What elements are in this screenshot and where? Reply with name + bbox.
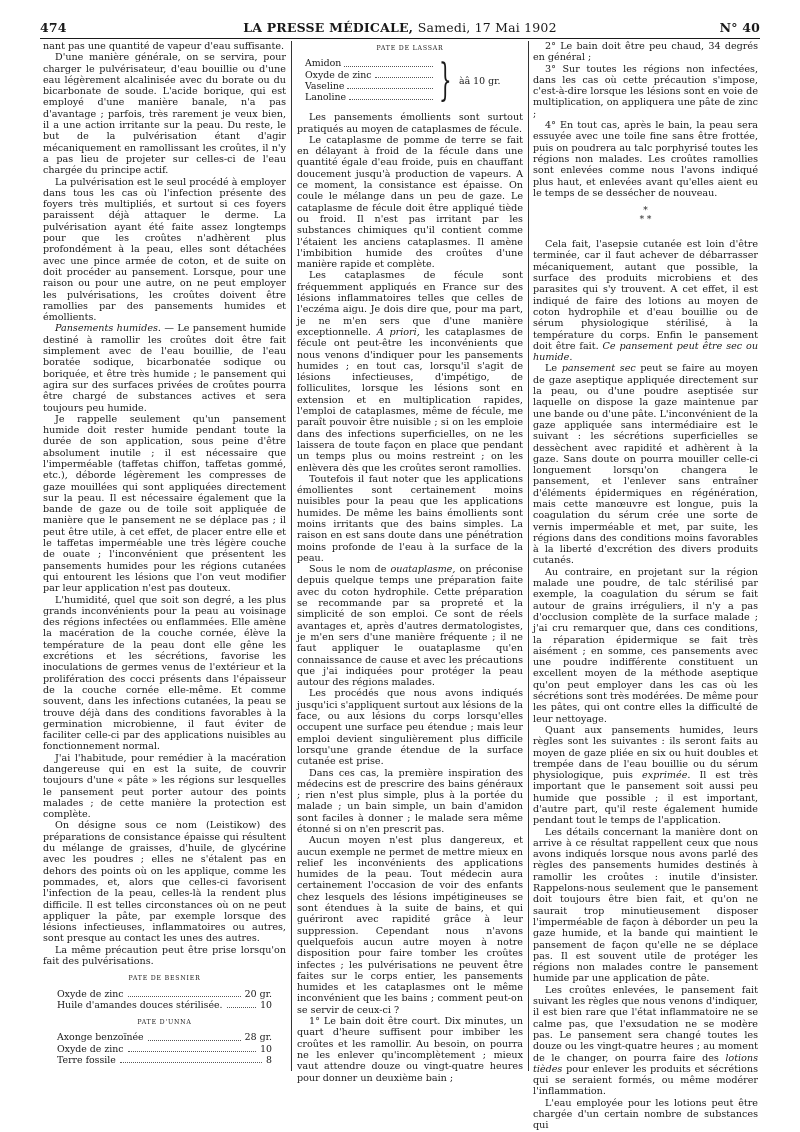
page-number: 474 <box>40 20 67 35</box>
paragraph-text: on préconise depuis quelque temps une préparation faite avec du coton hydrophile. Cette préparation se recommande par sa propreté et la simplicité de son emploi. Ce sont de réels avantages et, après d'autres dermatologistes, je m'en sers d'une manière fréquente ; il ne faut appliquer le ouataplasme qu'en connaissance de cause et avec les précautions que j'ai indiquées pour protéger la peau autour des régions malades. <box>297 564 523 689</box>
ingredient: Axonge benzoïnée <box>57 1032 144 1044</box>
recipe-title: PATE D'UNNA <box>137 1019 192 1027</box>
ingredient: Terre fossile <box>57 1054 116 1066</box>
italic-text: lotions tièdes <box>533 1052 758 1075</box>
paragraph-text: Il est très important que le pansement soit aussi peu humide que possible ; il est important, d'autre part, qu'il reste également humide pendant tout le temps de l'application. <box>533 770 758 827</box>
paragraph-text: Les croûtes enlevées, le pansement fait suivant les règles que nous venons d'indiquer, il est bien rare que l'état inflammatoire ne se calme pas, que l'exsudation ne se modère pas. Le pansement sera changé toutes les douze ou les vingt-quatre heures ; au moment de le changer, on pourra faire des <box>533 984 758 1064</box>
paragraph: Je rappelle seulement qu'un pansement humide doit rester humide pendant toute la durée de son application, sous peine d'être absolument inutile ; il est nécessaire que l'imperméable (taffetas chiffon, taffetas gommé, etc.), déborde légèrement les compresses de gaze mouillées qui sont appliquées directement sur la peau. Il est nécessaire également que la bande de gaze ou de toile soit appliquée de manière que le pansement ne se déplace pas ; il peut être utile, à cet effet, de placer entre elle et le taffetas imperméable une très légère couche de ouate ; l'inconvénient que présentent les pansements humides pour les régions cutanées qui entourent les lésions que l'on veut modifier par leur application n'est pas douteux. <box>43 413 286 595</box>
recipe-row <box>43 1000 286 1011</box>
paragraph-text: Quant aux pansements humides, leurs règles sont les suivantes : ils seront faits au moyen de gaze pliée en six ou huit doubles et trempée dans de l'eau bouillie ou du sérum physiologique, puis <box>533 724 758 782</box>
ingredient: Oxyde de zinc <box>57 1043 124 1055</box>
leader-dots <box>344 58 433 66</box>
recipe-row <box>305 70 435 81</box>
paragraph: D'une manière générale, on se servira, pour charger le pulvérisateur, d'eau bouillie ou d'une eau légèrement alcalinisée avec du borate ou du bicarbonate de soude. L'acide borique, qui est employé d'une manière banale, n'a pas d'avantage ; parfois, très rarement je veux bien, il a une action irritante sur la peau. Du reste, le but de la pulvérisation étant d'agir mécaniquement en ramollissant les croûtes, il n'y a pas lieu de projeter sur celles-ci de l'eau chargée du principe actif. <box>43 52 286 177</box>
paragraph: 2° Le bain doit être peu chaud, 34 degrés en général ; <box>533 41 758 64</box>
issue-number: N° 40 <box>719 20 760 35</box>
paragraph: 4° En tout cas, après le bain, la peau sera essuyée avec une toile fine sans être frottée, puis on poudrera au talc porphyrisé toutes les régions non malades. Les croûtes ramollies sont enlevées comme nous l'avons indiqué plus haut, et enlevées avant qu'elles aient eu le temps de se dessécher de nouveau. <box>533 120 758 199</box>
paragraph: Le cataplasme de pomme de terre se fait en délayant à froid de la fécule dans une quantité égale d'eau froide, puis en chauffant doucement jusqu'à production de vapeurs. A ce moment, la consistance est épaisse. On coule le mélange dans un peu de gaze. Le cataplasme de fécule doit être appliqué tiède ou froid. Il n'est pas irritant par les substances chimiques qu'il contient comme l'étaient les anciens cataplasmes. Il amène l'imbibition humide des croûtes d'une manière rapide et complète. <box>297 134 523 271</box>
paragraph <box>533 239 758 363</box>
paragraph: La pulvérisation est le seul procédé à employer dans tous les cas où l'infection présente des foyers très multipliés, et surtout si ces foyers paraissent déjà attaquer le derme. La pulvérisation ayant été faite assez longtemps pour que les croûtes n'adhèrent plus profondément à la peau, elles sont détachées avec une pince armée de coton, et de suite on doit procéder au pansement. Lorsque, pour une raison ou pour une autre, on ne peut employer les pulvérisations, les croûtes doivent être ramollies par des pansements humides et émollients. <box>43 176 286 324</box>
page-header <box>40 20 760 38</box>
paragraph <box>533 363 758 566</box>
paragraph: 3° Sur toutes les régions non infectées, dans les cas où cette précaution s'impose, c'est-à-dire lorsque les lésions sont en voie de multiplication, on appliquera une pâte de zinc ; <box>533 63 758 120</box>
quantity: 10 <box>260 999 272 1011</box>
ingredient: Huile d'amandes douces stérilisée. <box>57 999 223 1011</box>
paragraph-text: les cataplasmes de fécule ont peut-être les inconvénients que nous venons d'indiquer pour les pansements humides ; en tout cas, lorsqu'il s'agit de lésions infectieuses, d'impétigo, de folliculites, lorsque les lésions sont en extension et en multiplication rapides, l'emploi de cataplasmes, même de fécule, me paraît pouvoir être nuisible ; si on les emploie dans des infections superficielles, on ne les laissera de toute façon en place que pendant un temps plus ou moins restreint ; on les enlèvera dès que les croûtes seront ramollies. <box>297 326 523 474</box>
asterism-separator: * * * <box>639 206 652 226</box>
paragraph: Au contraire, en projetant sur la région malade une poudre, de talc stérilisé par exemple, la coagulation du sérum se fait autour de grains irréguliers, il n'y a pas d'occlusion complète de la surface malade ; j'ai cru remarquer que, dans ces conditions, la réparation épidermique se fait très aisément ; en somme, ces pansements avec une poudre indifférente constituent un excellent moyen de la méthode aseptique qu'on peut employer dans les cas où les sécrétions sont très modérées. De même pour les pâtes, qui ont contre elles la difficulté de leur nettoyage. <box>533 566 758 725</box>
quantity: àâ 10 gr. <box>459 76 501 88</box>
paragraph: L'humidité, quel que soit son degré, a les plus grands inconvénients pour la peau au voisinage des régions infectées ou enflammées. Elle amène la macération de la couche cornée, élève la température de la peau dont elle gêne les excrétions et les sécrétions, favorise les inoculations de germes venus de l'extérieur et la prolifération des cocci présents dans l'épaisseur de la couche cornée elle-même. Et comme souvent, dans les infections cutanées, la peau se trouve déjà dans des conditions favorables à la germination microbienne, il faut éviter de faciliter celle-ci par des applications nuisibles au fonctionnement normal. <box>43 594 286 753</box>
paragraph-text: Sous le nom de <box>309 564 391 576</box>
issue-date: Samedi, 17 Mai 1902 <box>417 20 557 35</box>
paragraph: 1° Le bain doit être court. Dix minutes, un quart d'heure suffisent pour imbiber les croûtes et les ramollir. Au besoin, on pourra ne les enlever qu'incomplètement ; mieux vaut attendre douze ou vingt-quatre heures pour donner un deuxième bain ; <box>297 1016 523 1084</box>
journal-title <box>40 20 760 35</box>
ingredient: Oxyde de zinc <box>305 69 372 81</box>
column-divider <box>528 41 529 1071</box>
paragraph <box>43 323 286 413</box>
italic-text: pansement sec <box>561 363 636 375</box>
paragraph: J'ai l'habitude, pour remédier à la macération dangereuse qui en est la suite, de couvrir toujours d'une « pâte » les régions sur lesquelles le pansement peut porter autour des points malades ; de cette manière la protection est complète. <box>43 752 286 821</box>
ingredient: Lanoline <box>305 91 347 103</box>
header-rule <box>40 38 760 39</box>
recipe-row <box>43 1055 286 1066</box>
paragraph-text: — Le pansement humide destiné à ramollir les croûtes doit être fait simplement avec de l'eau bouillie, de l'eau boratée sodique, bicarbonatée sodique ou boriquée, et être très humide ; le pansement qui agira sur des surfaces privées de croûtes pourra être chargé de substances actives et sera toujours peu humide. <box>43 323 286 414</box>
leader-dots <box>347 81 433 89</box>
paragraph <box>533 725 758 827</box>
paragraph: La même précaution peut être prise lorsqu'on fait des pulvérisations. <box>43 944 286 968</box>
paragraph: L'eau employée pour les lotions peut être chargée d'un certain nombre de substances qui <box>533 1097 758 1132</box>
leader-dots <box>349 92 433 100</box>
paragraph-text: Les cataplasmes de fécule sont fréquemment appliqués en France sur des lésions inflammatoires telles que celles de l'eczéma aigu. Je dois dire que, pour ma part, je ne m'en sers que d'une manière exceptionnelle. <box>297 270 523 338</box>
brace-symbol: } <box>439 55 452 107</box>
leader-dots <box>227 1000 257 1008</box>
paragraph-text: pour enlever les produits et sécrétions qui se seraient formés, ou même modérer l'inflammation. <box>533 1063 758 1098</box>
italic-text: A priori, <box>376 326 420 338</box>
paragraph <box>297 564 523 688</box>
leader-dots <box>375 70 433 78</box>
quantity: 20 gr. <box>244 988 272 1000</box>
recipe-lassar <box>305 55 523 107</box>
paragraph <box>297 270 523 473</box>
recipe-row <box>305 92 435 103</box>
paragraph: On désigne sous ce nom (Leistikow) des préparations de consistance épaisse qui résultent du mélange de graisses, d'huile, de glycérine avec les poudres ; elles ne s'étalent pas en dehors des points où on les applique, comme les pommades, et, alors que celles-ci favorisent l'infection de la peau, celles-là la rendent plus difficile. Il est telles circonstances où on ne peut appliquer la pâte, par exemple lorsque des lésions infectieuses, inflammatoires ou autres, sont presque au contact les unes des autres. <box>43 820 286 945</box>
column-2 <box>297 41 523 1084</box>
recipe-row <box>305 58 435 69</box>
paragraph-text: peut se faire au moyen de gaze aseptique appliquée directement sur la peau, ou d'une poudre aseptisée sur laquelle on dispose la gaze maintenue par une bande ou d'une pâte. L'inconvénient de la gaze appliquée sans intermédiaire est le suivant : les sécrétions superficielles se dessèchent avec rapidité et adhèrent à la gaze. Sans doute on pourra mouiller celle-ci longuement lorsqu'on changera le pansement, et l'enlever sans entraîner d'éléments épidermiques en régénération, mais cette manœuvre est longue, puis la coagulation du sérum crée une sorte de vernis imperméable et met, par suite, les régions dans des conditions moins favorables à la liberté d'excrétion des divers produits cutanés. <box>533 363 758 567</box>
paragraph <box>533 985 758 1098</box>
column-3 <box>533 41 759 1132</box>
paragraph: Les procédés que nous avons indiqués jusqu'ici s'appliquent surtout aux lésions de la face, ou aux lésions du corps lorsqu'elles occupent une surface peu étendue ; mais leur emploi devient singulièrement plus difficile lorsqu'une grande étendue de la surface cutanée est prise. <box>297 688 523 768</box>
leader-dots <box>128 989 241 997</box>
paragraph: Dans ces cas, la première inspiration des médecins est de prescrire des bains généraux ; rien n'est plus simple, plus à la portée du malade ; un bain simple, un bain d'amidon sont faciles à donner ; le malade sera même étonné si on n'en prescrit pas. <box>297 767 523 835</box>
ingredient: Vaseline <box>305 80 345 92</box>
column-divider <box>291 41 292 1071</box>
ingredient: Amidon <box>305 58 342 70</box>
quantity: 8 <box>266 1054 272 1066</box>
paragraph-text: Cela fait, l'asepsie cutanée est loin d'être terminée, car il faut achever de débarrasser mécaniquement, autant que possible, la surface des produits microbiens et des parasites qui s'y trouvent. A cet effet, il est indiqué de faire des lotions au moyen de coton hydrophile et d'eau bouillie ou de sérum physiologique stérilisé, à la température du corps. Enfin le pansement doit être fait. <box>533 239 758 352</box>
italic-text: ouataplasme, <box>390 564 456 576</box>
recipe-items <box>305 58 435 103</box>
quantity: 10 <box>260 1043 272 1055</box>
paragraph: Toutefois il faut noter que les applications émollientes sont certainement moins nuisibles pour la peau que les applications humides. De même les bains émollients sont moins irritants que des bains simples. La raison en est sans doute dans une pénétration moins profonde de l'eau à la surface de la peau. <box>297 473 523 564</box>
italic-text: Ce pansement peut être sec ou humide. <box>533 340 759 364</box>
section-heading: Pansements humides. <box>55 323 161 335</box>
column-1 <box>43 41 286 1071</box>
recipe-title: PATE DE LASSAR <box>376 45 444 52</box>
paragraph: nant pas une quantité de vapeur d'eau suffisante. <box>43 41 285 52</box>
recipe-row <box>43 989 286 1000</box>
leader-dots <box>148 1032 241 1040</box>
recipe-title: PATE DE BESNIER <box>128 975 201 983</box>
recipe-row <box>43 1044 286 1055</box>
recipe-row <box>305 81 435 92</box>
journal-name: LA PRESSE MÉDICALE, <box>243 20 414 35</box>
recipe-row <box>43 1032 286 1043</box>
paragraph: Les détails concernant la manière dont on arrive à ce résultat rappellent ceux que nous avons indiqués lorsque nous avons parlé des règles des pansements humides destinés à ramollir les croûtes : inutile d'insister. Rappelons-nous seulement que le pansement doit toujours être bien fait, et qu'on ne saurait trop minutieusement disposer l'imperméable de façon à déborder un peu la gaze humide, et la bande qui maintient le pansement de façon qu'elle ne se déplace pas. Il est souvent utile de protéger les régions non malades contre le pansement humide par une application de pâte. <box>533 826 758 985</box>
paragraph-text: Le <box>545 363 562 375</box>
italic-text: exprimée. <box>642 770 691 782</box>
quantity: 28 gr. <box>244 1032 272 1044</box>
paragraph: Aucun moyen n'est plus dangereux, et aucun exemple ne permet de mettre mieux en relief les inconvénients des applications humides de la peau. Tout médecin aura certainement l'occasion de voir des enfants chez lesquels des lésions impétigineuses se sont étendues à la suite de bains, et qui guériront avec rapidité grâce à leur suppression. Cependant nous n'avons quelquefois aucun autre moyen à notre disposition pour faire tomber les croûtes infectes ; les pulvérisations ne peuvent être faites sur le corps entier, les pansements humides et les cataplasmes ont le même inconvénient que les bains ; comment peut-on se servir de ceux-ci ? <box>297 835 523 1016</box>
leader-dots <box>128 1044 257 1052</box>
ingredient: Oxyde de zinc <box>57 988 124 1000</box>
leader-dots <box>120 1055 262 1063</box>
paragraph: Les pansements émollients sont surtout pratiqués au moyen de cataplasmes de fécule. <box>297 112 523 135</box>
